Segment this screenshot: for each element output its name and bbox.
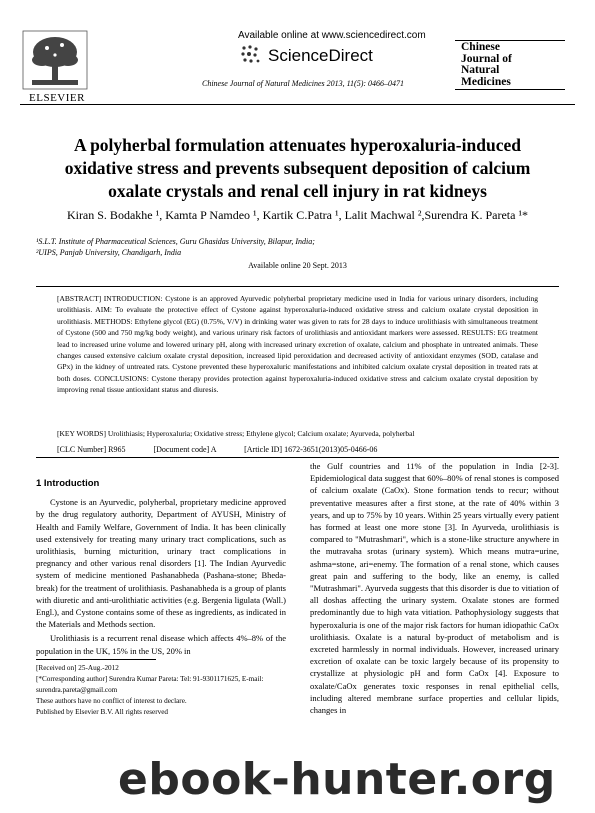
available-online-date: Available online 20 Sept. 2013 [248, 261, 347, 270]
journal-title-line: Natural [461, 64, 500, 76]
article-id: [Article ID] 1672-3651(2013)05-0466-06 [244, 445, 378, 454]
header-divider [20, 104, 575, 105]
received-date: [Received on] 25-Aug.-2012 [36, 664, 119, 672]
conflict-statement: These authors have no conflict of interest to declare. [36, 697, 187, 705]
journal-title-line: Journal of [461, 52, 512, 65]
right-column [310, 460, 559, 716]
footnote-rule [36, 659, 156, 660]
paper-title: A polyherbal formulation attenuates hyperoxaluria-induced oxidative stress and prevents subsequent deposition of calcium oxalate crystals and renal cell injury in rat kidneys [64, 135, 531, 201]
intro-paragraph-continued: the Gulf countries and 11% of the population in India [2-3]. Epidemiological data suggest that 60%–80% of renal stones is composed of calcium oxalate (CaOx). Stone formation tends to recur; without preventative measures after a first stone, at the rate of 40% within 3 years, and up to 75% by 10 years. Within 25 years virtually every patient has formed at least one more stone [3]. In Ayurveda, urolithiasis is compared to "Mutrashmari", which is a stone-like structure anywhere in the mutravaha srotas (urinary system). Which means mutra=urine, ashma=stone, ari=enemy. The formation of a renal stone, which causes great pain and suffering to the body, like an enemy, is called "Mutrashmari". Ayurveda suggests that this disorder is due to vitiation of all doshas affecting the urinary system. Oxalate stones are formed predominantly due to high vata vitiation. Pathophysiology suggests that hyperoxaluria is one of the major risk factors for human idiopathic CaOx urolithiasis. Oxalate is a natural by-product of metabolism and is excreted harmlessly in normal individuals. However, increased urinary excretion of oxalate can be toxic largely because of its propensity to crystallize at physiologic pH and form CaOx [4]. Exposure to oxalate/CaOx generates toxic responses in renal epithelial cells, including altered membrane surface properties and cellular lipids, changes in [310, 461, 559, 716]
affiliation-1: ¹S.L.T. Institute of Pharmaceutical Sciences, Guru Ghasidas University, Bilapur, India; [36, 237, 315, 246]
left-column [36, 478, 286, 657]
publisher-notice: Published by Elsevier B.V. All rights reserved [36, 708, 169, 716]
clc-number: [CLC Number] R965 [57, 445, 126, 454]
footnotes [36, 663, 286, 718]
section-heading-introduction: 1 Introduction [36, 478, 100, 489]
abstract-text: [ABSTRACT] INTRODUCTION: Cystone is an approved Ayurvedic polyherbal proprietary medicine used in India for various urinary disorders, including urolithiasis. AIM: To evaluate the protective effect of Cystone against hyperoxaluria-induced oxidative stress and calcium oxalate crystal deposition in urolithiasis. METHODS: Ethylene glycol (EG) (0.75%, V/V) in drinking water was given to rats for 28 days to induce urolithiasis with simultaneous treatment of Cystone (500 and 750 mg/kg body weight), and various urinary risk factors of urolithiasis and antioxidant markers were assessed. RESULTS: EG treatment lead to increased urine volume and lowered urinary pH, along with increased urinary excretion of oxalate, calcium and phosphate in untreated animals. These changes caused extensive calcium oxalate crystal deposition, increased lipid peroxidation and decreased activity of antioxidant enzymes (SOD, catalase and GPx) in the kidney of untreated rats. Cystone prevented these hyperoxaluric manifestations and inhibited calcium oxalate crystal deposition in treated rats at both doses. CONCLUSIONS: Cystone therapy provides protection against hyperoxaluria-induced oxidative stress and calcium oxalate crystal deposition by improving renal tissue antioxidant status and diuresis. [57, 294, 538, 395]
journal-title-line: Chinese [461, 41, 500, 53]
sciencedirect-dots-icon [240, 44, 262, 66]
document-code: [Document code] A [153, 445, 217, 454]
journal-citation: Chinese Journal of Natural Medicines 2013, 11(5): 0466–0471 [202, 79, 405, 88]
corresponding-author: [*Corresponding author] Surendra Kumar Pareta: Tel: 91-9301171625, E-mail: surendra.pareta@gmail.com [36, 675, 264, 694]
affiliation-2: ²UIPS, Panjab University, Chandigarh, India [36, 248, 182, 257]
publisher-name: ELSEVIER [29, 92, 85, 104]
abstract-top-rule [36, 286, 559, 287]
elsevier-tree-logo-icon [22, 30, 88, 96]
available-online-banner[interactable]: Available online at www.sciencedirect.com [238, 30, 426, 41]
journal-title-line: Medicines [461, 75, 511, 88]
abstract-bottom-rule [36, 457, 559, 458]
journal-title [461, 42, 561, 88]
intro-paragraph-2: Urolithiasis is a recurrent renal disease which affects 4%–8% of the population in the UK, 15% in the US, 20% in [36, 633, 286, 656]
watermark: ebook-hunter.org [118, 754, 556, 805]
sciencedirect-wordmark: ScienceDirect [268, 46, 373, 65]
keywords: [KEY WORDS] Urolithiasis; Hyperoxaluria; Oxidative stress; Ethylene glycol; Calcium oxalate; Ayurveda, polyherbal [57, 429, 415, 438]
author-list: Kiran S. Bodakhe ¹, Kamta P Namdeo ¹, Kartik C.Patra ¹, Lalit Machwal ²,Surendra K. Pareta ¹* [66, 208, 529, 222]
intro-paragraph-1: Cystone is an Ayurvedic, polyherbal, proprietary medicine approved by the drug regulatory authority, Department of AYUSH, Ministry of Health and Family Welfare, Government of India. It has been clinically used extensively for treating many urinary tract complications, such as urolithiasis, burning micturition, urinary tract complications in pregnancy and other various renal disorders [1]. The Indian Ayurvedic system of medicine mentioned Pashanabheda (Pashana-stone; Bheda-break) for the treatment of urolithiasis. Pashanabheda is a group of plants with diuretic and anti-urolithiatic activities (e.g. Bergenia ligulata (Wall.) Engl.), and Cystone contains some of these as ingredients, as indicated in the Materials and Methods section. [36, 497, 286, 630]
classification-line [57, 445, 377, 454]
